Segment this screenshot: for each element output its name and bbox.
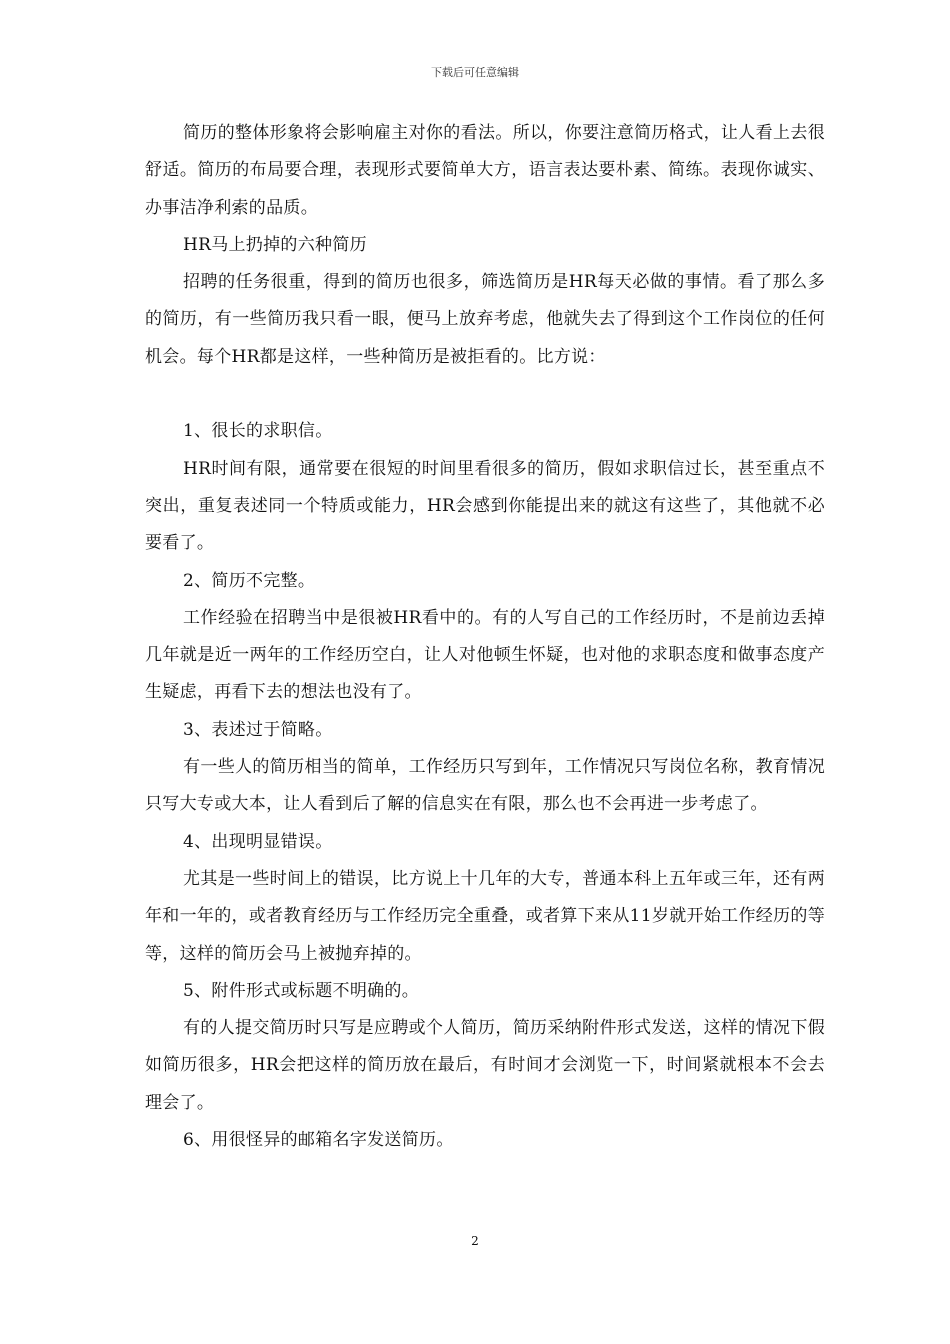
paragraph-intro: 招聘的任务很重，得到的简历也很多，筛选简历是HR每天必做的事情。看了那么多的简历，有一些简历我只看一眼，便马上放弃考虑，他就失去了得到这个工作岗位的任何机会。每个HR都是这样，一些种简历是被拒看的。比方说： (145, 272, 825, 367)
item-heading-5: 5、附件形式或标题不明确的。 (183, 980, 420, 1001)
item-heading-4: 4、出现明显错误。 (183, 831, 333, 852)
item-heading-6: 6、用很怪异的邮箱名字发送简历。 (183, 1130, 454, 1151)
page-header: 下载后可任意编辑 (431, 66, 519, 79)
page-number: 2 (471, 1234, 479, 1248)
item-heading-1: 1、很长的求职信。 (183, 421, 333, 442)
item-body-5: 有的人提交简历时只写是应聘或个人简历，简历采纳附件形式发送，这样的情况下假如简历很多，HR会把这样的简历放在最后，有时间才会浏览一下，时间紧就根本不会去理会了。 (145, 1018, 825, 1113)
item-body-1: HR时间有限，通常要在很短的时间里看很多的简历，假如求职信过长，甚至重点不突出，重复表述同一个特质或能力，HR会感到你能提出来的就这有这些了，其他就不必要看了。 (145, 458, 825, 554)
item-body-2: 工作经验在招聘当中是很被HR看中的。有的人写自己的工作经历时，不是前边丢掉几年就是近一两年的工作经历空白，让人对他顿生怀疑，也对他的求职态度和做事态度产生疑虑，再看下去的想法也没有了。 (145, 607, 825, 703)
section-heading-six-resumes: HR马上扔掉的六种简历 (183, 234, 367, 255)
item-heading-3: 3、表述过于简略。 (183, 719, 333, 740)
item-body-4: 尤其是一些时间上的错误，比方说上十几年的大专，普通本科上五年或三年，还有两年和一年的，或者教育经历与工作经历完全重叠，或者算下来从11岁就开始工作经历的等等，这样的简历会马上被抛弃掉的。 (145, 868, 825, 964)
document-body (145, 115, 825, 1159)
item-body-3: 有一些人的简历相当的简单，工作经历只写到年，工作情况只写岗位名称，教育情况只写大专或大本，让人看到后了解的信息实在有限，那么也不会再进一步考虑了。 (145, 757, 825, 815)
paragraph-resume-image: 简历的整体形象将会影响雇主对你的看法。所以，你要注意简历格式，让人看上去很舒适。简历的布局要合理，表现形式要简单大方，语言表达要朴素、简练。表现你诚实、办事洁净利索的品质。 (145, 123, 825, 218)
item-heading-2: 2、简历不完整。 (183, 570, 316, 591)
blank-line (145, 376, 825, 413)
